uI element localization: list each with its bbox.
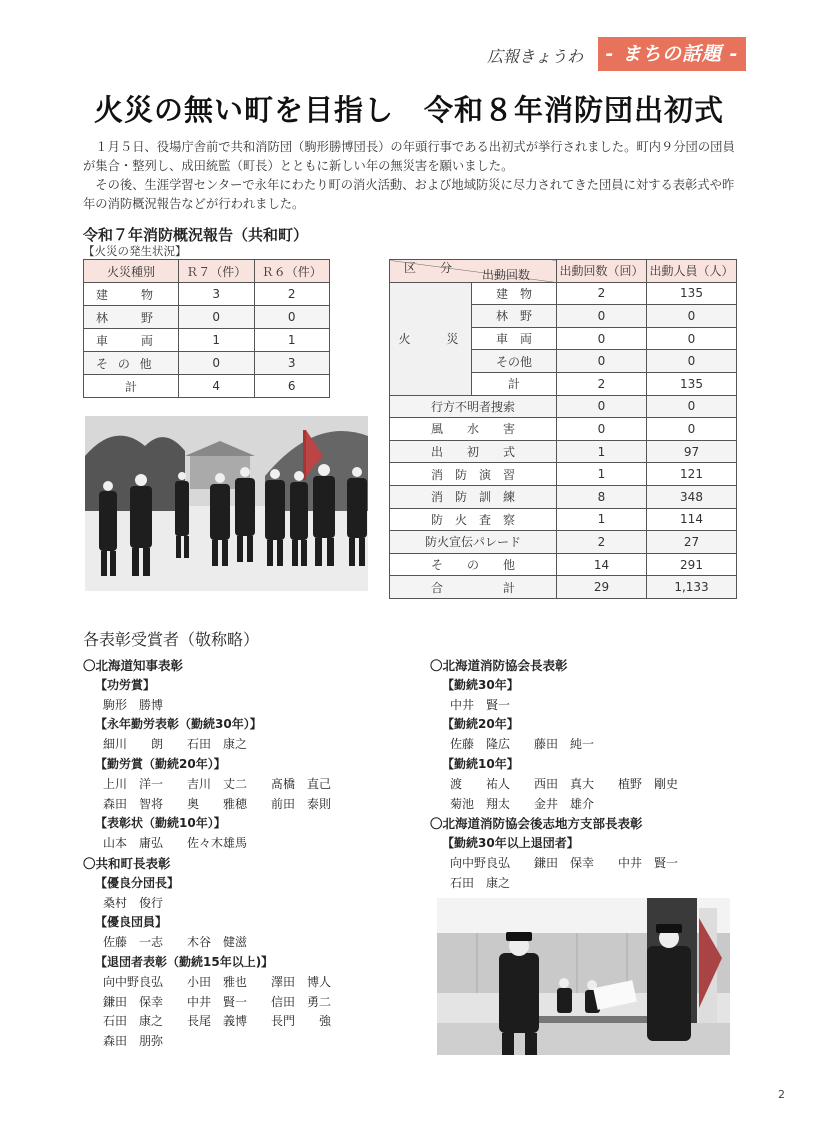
activity-value-cell: 0: [557, 395, 647, 418]
award-names: 向中野良弘 鎌田 保幸 中井 賢一: [450, 855, 679, 870]
activity-value-cell: 1: [557, 463, 647, 486]
activity-value-cell: 0: [647, 327, 737, 350]
award-section-heading: 〇共和町長表彰: [83, 855, 171, 871]
award-section-heading: 〇北海道消防協会長表彰: [430, 658, 568, 673]
activity-label-cell: 防火宣伝パレード: [390, 531, 557, 554]
activity-value-cell: 348: [647, 485, 737, 508]
activity-value-cell: 135: [647, 372, 737, 395]
fire-count-cell: 6: [254, 375, 330, 398]
award-category: 【優良団員】: [95, 915, 168, 930]
intro-paragraph-2: その後、生涯学習センターで永年にわたり町の消火活動、および地域防災に尽力されてきた団員に対する表彰式や昨年の消防概況報告などが行われました。: [83, 178, 735, 211]
activity-value-cell: 97: [647, 440, 737, 463]
awards-title: 各表彰受賞者（敬称略）: [83, 630, 260, 649]
fire-type-cell: 建 物: [84, 283, 179, 306]
diag-top-label: 出動回数: [481, 268, 530, 282]
activity-label-cell: 車 両: [472, 327, 557, 350]
award-names: 中井 賢一: [450, 697, 511, 712]
award-names: 向中野良弘 小田 雅也 澤田 博人: [103, 974, 332, 989]
award-names: 鎌田 保幸 中井 賢一 信田 勇二: [103, 994, 332, 1009]
activity-value-cell: 29: [557, 576, 647, 599]
activity-row: [390, 418, 737, 441]
photo-award-ceremony: [437, 898, 730, 1055]
fire-count-cell: 3: [254, 352, 330, 375]
activity-value-cell: 0: [647, 305, 737, 328]
activity-value-cell: 2: [557, 282, 647, 305]
activity-value-cell: 1,133: [647, 576, 737, 599]
diag-bottom-label: 区 分: [404, 260, 459, 275]
activity-value-cell: 8: [557, 485, 647, 508]
award-names: 石田 康之 長尾 義博 長門 強: [103, 1014, 332, 1029]
report-title: 令和７年消防概況報告（共和町）: [83, 226, 309, 244]
activity-value-cell: 14: [557, 553, 647, 576]
fire-count-cell: 4: [179, 375, 255, 398]
activity-value-cell: 0: [557, 350, 647, 373]
activity-value-cell: 0: [557, 418, 647, 441]
award-names: 山本 庸弘 佐々木雄馬: [103, 836, 248, 851]
fire-type-cell: 計: [84, 375, 179, 398]
activity-row: [390, 463, 737, 486]
award-category: 【優良分団長】: [95, 875, 180, 890]
fire-type-cell: 林 野: [84, 306, 179, 329]
fire-group-cell: 火 災: [390, 282, 472, 395]
activity-row: [390, 395, 737, 418]
fire-count-cell: 3: [179, 283, 255, 306]
intro-text: [83, 138, 735, 214]
award-category: 【永年勤労表彰（勤続30年）】: [95, 717, 262, 732]
award-category: 【勤続30年以上退団者】: [442, 836, 579, 851]
awards-right-column: [430, 656, 750, 894]
award-names: 駒形 勝博: [103, 697, 164, 712]
activity-fire-row: [390, 282, 737, 305]
activity-label-cell: 出 初 式: [390, 440, 557, 463]
award-category: 【勤続20年】: [442, 717, 519, 732]
fire-count-cell: 0: [254, 306, 330, 329]
activity-row: [390, 576, 737, 599]
activity-label-cell: 合 計: [390, 576, 557, 599]
fire-table-header: 火災種別: [84, 260, 179, 283]
fire-incidents-table: [83, 259, 330, 398]
activity-row: [390, 440, 737, 463]
activity-value-cell: 0: [647, 395, 737, 418]
page-number: 2: [778, 1088, 785, 1101]
activity-label-cell: 風 水 害: [390, 418, 557, 441]
award-names: 細川 朗 石田 康之: [103, 737, 248, 752]
award-category: 【勤労賞（勤続20年）】: [95, 756, 226, 771]
fire-type-cell: 車 両: [84, 329, 179, 352]
activity-value-cell: 114: [647, 508, 737, 531]
activity-value-cell: 27: [647, 531, 737, 554]
award-category: 【退団者表彰（勤続15年以上)】: [95, 954, 274, 969]
fire-caption: 【火災の発生状況】: [83, 244, 187, 258]
award-names: 佐藤 一志 木谷 健滋: [103, 935, 248, 950]
fire-count-cell: 1: [254, 329, 330, 352]
activity-label-cell: 消 防 訓 練: [390, 485, 557, 508]
activity-row: [390, 508, 737, 531]
page-title: 火災の無い町を目指し 令和８年消防団出初式: [94, 93, 725, 127]
activity-table-header: 出動人員（人）: [647, 260, 737, 283]
awards-left-column: [83, 656, 413, 1052]
fire-table-row: [84, 306, 330, 329]
activity-label-cell: そ の 他: [390, 553, 557, 576]
activity-table-header: 出動回数（回）: [557, 260, 647, 283]
activity-label-cell: 林 野: [472, 305, 557, 328]
section-badge: - まちの話題 -: [598, 37, 746, 71]
fire-table-row: [84, 352, 330, 375]
activity-value-cell: 0: [647, 350, 737, 373]
award-category: 【勤続30年】: [442, 677, 519, 692]
activity-label-cell: 建 物: [472, 282, 557, 305]
activity-value-cell: 0: [557, 327, 647, 350]
activity-value-cell: 291: [647, 553, 737, 576]
activity-table-diagonal-header: [390, 260, 557, 283]
award-names: 石田 康之: [450, 875, 511, 890]
award-names: 佐藤 隆広 藤田 純一: [450, 737, 595, 752]
activity-label-cell: 防 火 査 察: [390, 508, 557, 531]
award-section-heading: 〇北海道消防協会後志地方支部長表彰: [430, 816, 643, 832]
fire-count-cell: 1: [179, 329, 255, 352]
fire-table-header: Ｒ６（件）: [254, 260, 330, 283]
activity-value-cell: 0: [647, 418, 737, 441]
fire-count-cell: 0: [179, 306, 255, 329]
fire-table-row: [84, 283, 330, 306]
award-category: 【表彰状（勤続10年）】: [95, 816, 226, 831]
activity-row: [390, 553, 737, 576]
fire-table-row: [84, 329, 330, 352]
activity-value-cell: 1: [557, 440, 647, 463]
fire-table-header: Ｒ７（件）: [179, 260, 255, 283]
intro-paragraph-1: １月５日、役場庁舎前で共和消防団（駒形勝博団長）の年頭行事である出初式が挙行されました。町内９分団の団員が集合・整列し、成田統監（町長）とともに新しい年の無災害を願いました。: [83, 140, 735, 173]
award-names: 渡 祐人 西田 真大 植野 剛史: [450, 776, 679, 791]
fire-count-cell: 0: [179, 352, 255, 375]
activity-value-cell: 1: [557, 508, 647, 531]
award-section-heading: 〇北海道知事表彰: [83, 658, 184, 673]
activity-value-cell: 121: [647, 463, 737, 486]
activity-table: [389, 259, 737, 599]
activity-label-cell: 消 防 演 習: [390, 463, 557, 486]
activity-label-cell: 行方不明者捜索: [390, 395, 557, 418]
activity-row: [390, 531, 737, 554]
award-names: 桑村 俊行: [103, 895, 164, 910]
photo-ceremony-outdoor: [85, 416, 368, 591]
fire-type-cell: そ の 他: [84, 352, 179, 375]
award-names: 上川 洋一 吉川 丈二 髙橋 直己: [103, 776, 332, 791]
activity-value-cell: 2: [557, 531, 647, 554]
fire-table-row: [84, 375, 330, 398]
activity-label-cell: その他: [472, 350, 557, 373]
fire-count-cell: 2: [254, 283, 330, 306]
award-names: 森田 智将 奥 雅穂 前田 泰則: [103, 796, 332, 811]
award-names: 森田 朋弥: [103, 1034, 164, 1049]
award-category: 【勤続10年】: [442, 756, 519, 771]
activity-row: [390, 485, 737, 508]
activity-value-cell: 2: [557, 372, 647, 395]
publication-name: 広報きょうわ: [487, 47, 584, 66]
award-category: 【功労賞】: [95, 677, 156, 692]
activity-label-cell: 計: [472, 372, 557, 395]
activity-value-cell: 135: [647, 282, 737, 305]
award-names: 菊池 翔太 金井 雄介: [450, 796, 595, 811]
activity-value-cell: 0: [557, 305, 647, 328]
